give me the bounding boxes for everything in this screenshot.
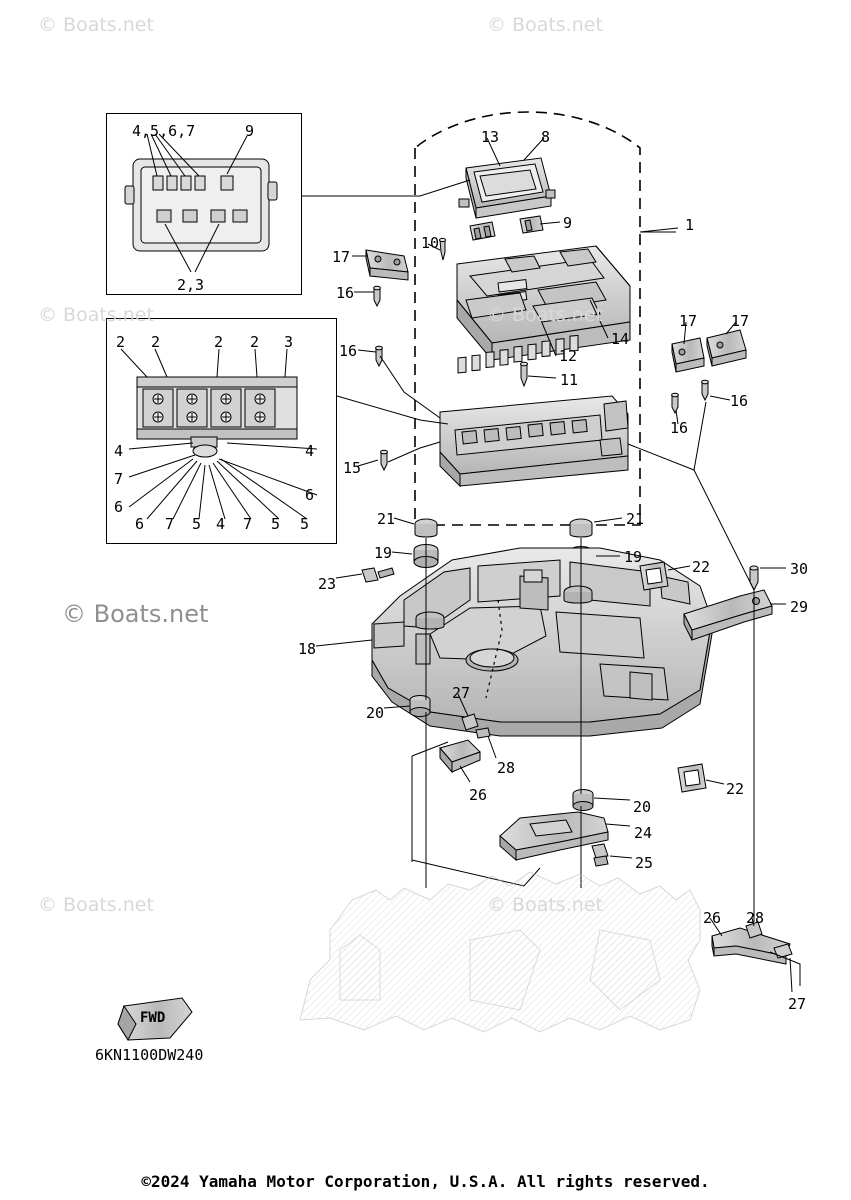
inset2-label-5a: 5 [192,515,202,533]
inset2-label-4a: 4 [114,442,124,460]
inset2-label-4b: 4 [305,442,315,460]
watermark: © Boats.net [38,894,154,916]
callout-27-mid: 27 [452,684,471,702]
callout-27-lower: 27 [788,995,807,1013]
inset2-label-6c: 6 [135,515,145,533]
callout-1: 1 [685,216,695,234]
callout-16-right-a: 16 [730,392,749,410]
watermark: © Boats.net [487,304,603,326]
inset2-label-4c: 4 [216,515,226,533]
callout-8: 8 [541,128,551,146]
fwd-label: FWD [140,1010,166,1026]
watermark: © Boats.net [38,304,154,326]
callout-23: 23 [318,575,337,593]
inset2-label-5c: 5 [300,515,310,533]
bracket-24 [500,812,608,866]
callout-25: 25 [635,854,654,872]
relay-base-plate [440,335,628,486]
callout-28-lower: 28 [746,909,765,927]
inset2-label-2d: 2 [250,333,260,351]
callout-28-mid: 28 [497,759,516,777]
callout-30: 30 [790,560,809,578]
inset2-label-7b: 7 [165,515,175,533]
inset2-label-2c: 2 [214,333,224,351]
clamp-22-lower [678,764,706,792]
callout-9: 9 [563,214,573,232]
callout-15: 15 [343,459,362,477]
callout-21-left: 21 [377,510,396,528]
callout-26-mid: 26 [469,786,488,804]
callout-17-right-b: 17 [731,312,750,330]
callout-17-right-a: 17 [679,312,698,330]
fuse-box-inset [106,113,302,295]
clamp-22-upper [640,562,668,590]
watermark: © Boats.net [487,14,603,36]
bracket-26-lower [712,922,792,964]
callout-22-upper: 22 [692,558,711,576]
brand-watermark: © Boats.net [62,600,209,628]
callout-26-lower: 26 [703,909,722,927]
callout-14: 14 [611,330,630,348]
callout-20-right: 20 [633,798,652,816]
callout-16-left-lower: 16 [339,342,358,360]
callout-16-left-upper: 16 [336,284,355,302]
inset2-label-7c: 7 [243,515,253,533]
callout-19-left: 19 [374,544,393,562]
copyright-notice: ©2024 Yamaha Motor Corporation, U.S.A. All rights reserved. [141,1172,710,1191]
callout-18: 18 [298,640,317,658]
callout-22-lower: 22 [726,780,745,798]
bracket-17-left [366,250,408,366]
callout-21-right: 21 [626,510,645,528]
inset2-label-2b: 2 [151,333,161,351]
inset2-label-5b: 5 [271,515,281,533]
inset-label-23: 2,3 [177,276,205,294]
inset2-label-3: 3 [284,333,294,351]
inset2-label-2a: 2 [116,333,126,351]
cover-clips [470,216,543,240]
terminal-block-inset [106,318,337,544]
bolt-23 [362,568,394,582]
callout-20-left: 20 [366,704,385,722]
ecu-cover [459,158,555,218]
bolt-15 [381,450,388,470]
callout-19-right: 19 [624,548,643,566]
inset-label-9: 9 [245,122,255,140]
callout-13: 13 [481,128,500,146]
watermark: © Boats.net [38,14,154,36]
callout-16-right-b: 16 [670,419,689,437]
inset2-label-7a: 7 [114,470,124,488]
callout-24: 24 [634,824,653,842]
inset2-label-6a: 6 [305,486,315,504]
inset2-label-6b: 6 [114,498,124,516]
callout-17-left: 17 [332,248,351,266]
diagram-code: 6KN1100DW240 [95,1046,204,1064]
callout-10: 10 [421,234,440,252]
callout-29: 29 [790,598,809,616]
inset-label-4567: 4,5,6,7 [132,122,196,140]
callout-11: 11 [560,371,579,389]
callout-12: 12 [559,347,578,365]
watermark: © Boats.net [487,894,603,916]
grommet-20-left [410,696,430,717]
grommet-20-right [573,790,593,811]
